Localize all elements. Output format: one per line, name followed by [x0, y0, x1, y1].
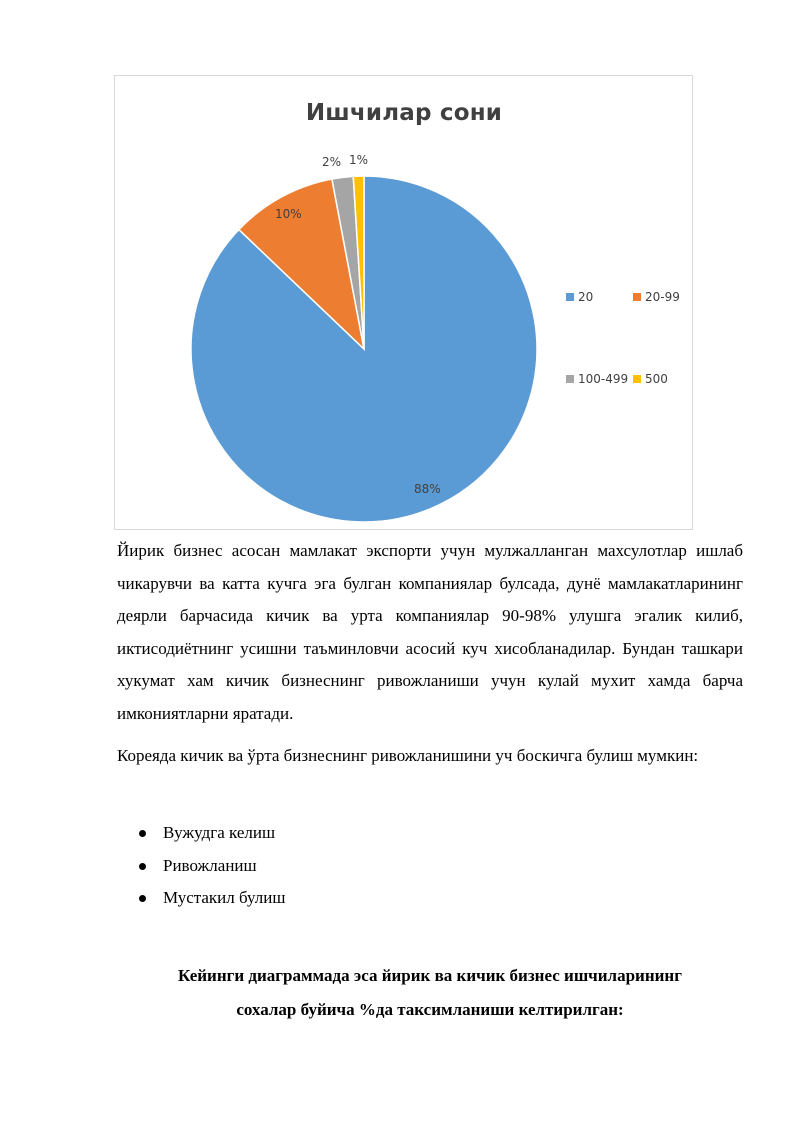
bullet-icon [139, 895, 146, 902]
list-item [117, 850, 285, 883]
list-item-label: Вужудга келиш [163, 823, 276, 842]
pie-slices [191, 176, 537, 522]
bullet-icon [139, 863, 146, 870]
pie-chart [0, 0, 800, 540]
legend-swatch-20-99 [633, 293, 641, 301]
data-label-100-499: 2% [322, 155, 342, 169]
legend-item-500 [633, 372, 668, 386]
list-item [117, 817, 285, 850]
legend-label-500: 500 [645, 372, 668, 386]
legend-item-20 [566, 290, 593, 304]
list-item [117, 882, 285, 915]
legend-swatch-20 [566, 293, 574, 301]
legend-label-100-499: 100-499 [578, 372, 629, 386]
legend-label-20: 20 [578, 290, 594, 304]
bullet-list [117, 817, 285, 915]
legend-item-20-99 [633, 290, 680, 304]
list-item-label: Ривожланиш [163, 855, 257, 875]
list-item-label: Мустакил булиш [163, 888, 286, 907]
section-heading-line-2: сохалар буйича %да таксимланиши келтирилган: [236, 1000, 624, 1019]
section-heading-line-1: Кейинги диаграммада эса йирик ва кичик бизнес ишчиларининг [178, 966, 682, 985]
chart-title: Ишчилар сони [305, 100, 503, 126]
data-label-20: 88% [414, 482, 441, 496]
paragraph-1: Йирик бизнес асосан мамлакат экспорти учун мулжалланган махсулотлар ишлаб чикарувчи ва катта кучга эга булган компаниялар булсада, дунё мамлакатларининг деярли барчасида кичик ва урта компаниялар 90-98% улушга эгалик килиб, иктисодиётнинг усишни таъминловчи асосий куч хисобланадилар. Бундан ташкари хукумат хам кичик бизнеснинг ривожланиши учун кулай мухит хамда барча имкониятларни яратади. [117, 541, 743, 723]
bullet-icon [139, 830, 146, 837]
legend-swatch-500 [633, 375, 641, 383]
legend-swatch-100-499 [566, 375, 574, 383]
legend-item-100-499 [566, 372, 628, 386]
data-label-20-99: 10% [275, 207, 302, 221]
paragraph-2: Кореяда кичик ва ўрта бизнеснинг ривожланишини уч боскичга булиш мумкин: [117, 746, 699, 765]
data-label-500: 1% [349, 153, 369, 167]
legend-label-20-99: 20-99 [645, 290, 680, 304]
